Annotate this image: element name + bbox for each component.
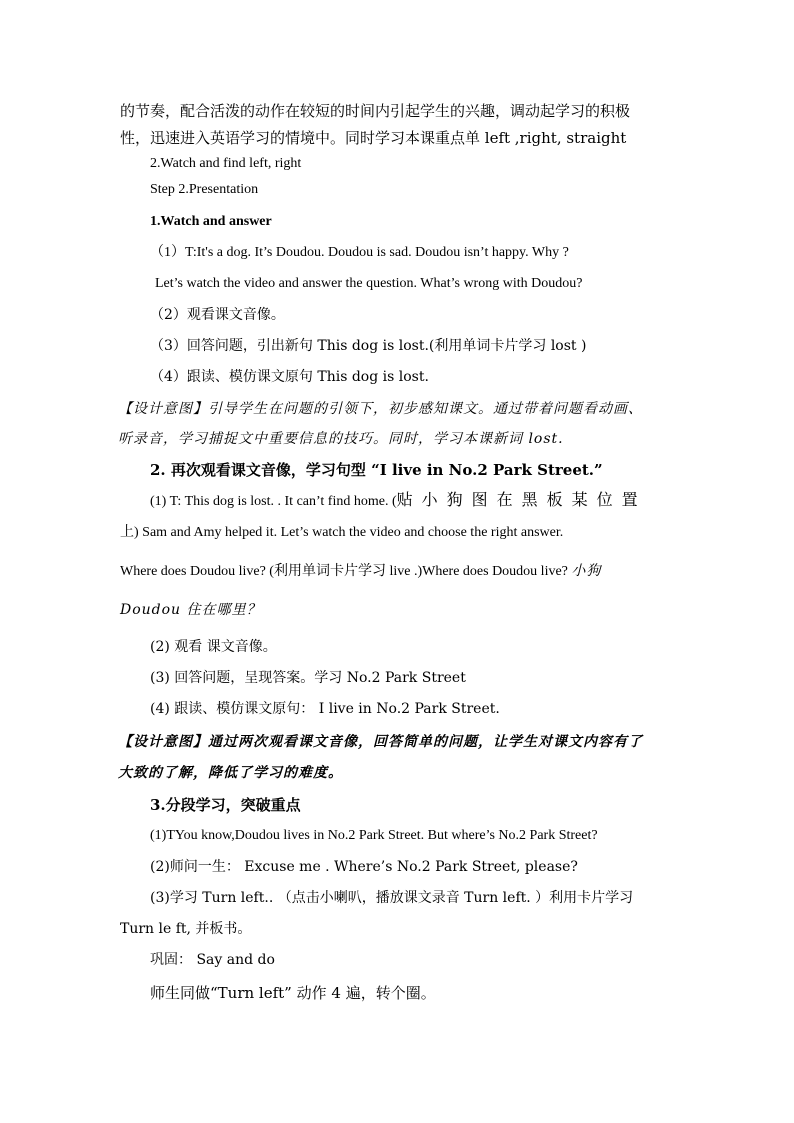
step-line: 2.Watch and find left, right: [150, 156, 302, 171]
activity-line: 上) Sam and Amy helped it. Let’s watch the video and choose the right answer.: [120, 525, 564, 540]
activity-line: （2）观看课文音像。: [150, 307, 285, 323]
activity-line: (1)TYou know,Doudou lives in No.2 Park Street. But where’s No.2 Park Street?: [150, 828, 598, 843]
activity-text: (1) T: This dog is lost. . It can’t find home. (: [150, 494, 397, 509]
design-intent-line: 【设计意图】引导学生在问题的引领下，初步感知课文。通过带着问题看动画、: [118, 401, 643, 417]
activity-text-cn: 小狗: [571, 563, 602, 579]
activity-line: (2) 观看 课文音像。: [150, 639, 277, 655]
activity-text-cn: 贴小狗图在黑板某位置: [396, 492, 647, 509]
activity-line: (3) 回答问题，呈现答案。学习 No.2 Park Street: [150, 670, 466, 686]
section-heading: 1.Watch and answer: [150, 214, 272, 229]
activity-line: Doudou 住在哪里？: [120, 602, 262, 618]
activity-text: Where does Doudou live? (利用单词卡片学习 live .)Where does Doudou live?: [120, 564, 568, 579]
section-heading: 2. 再次观看课文音像，学习句型 “I live in No.2 Park Street.”: [150, 461, 603, 479]
step-heading: Step 2.Presentation: [150, 182, 259, 197]
question-line: Let’s watch the video and answer the question. What’s wrong with Doudou?: [155, 276, 583, 291]
paragraph-line: 性，迅速进入英语学习的情境中。同时学习本课重点单 left ,right, straight: [120, 129, 627, 147]
activity-line: 巩固： Say and do: [150, 952, 275, 968]
design-intent-line: 【设计意图】通过两次观看课文音像，回答简单的问题，让学生对课文内容有了: [118, 734, 643, 750]
paragraph-line: 的节奏，配合活泼的动作在较短的时间内引起学生的兴趣，调动起学习的积极: [120, 102, 631, 120]
activity-line: (2)师问一生： Excuse me . Where’s No.2 Park Street, please?: [150, 859, 578, 875]
section-heading: 3.分段学习，突破重点: [150, 796, 301, 814]
activity-line: (4) 跟读、模仿课文原句： I live in No.2 Park Street.: [150, 701, 500, 717]
activity-line: 师生同做“Turn left” 动作 4 遍，转个圈。: [150, 984, 436, 1002]
design-intent-line: 听录音，学习捕捉文中重要信息的技巧。同时，学习本课新词 lost.: [118, 431, 564, 447]
design-intent-line: 大致的了解，降低了学习的难度。: [118, 765, 343, 781]
activity-line: （3）回答问题，引出新句 This dog is lost.(利用单词卡片学习 lost ): [150, 338, 587, 354]
activity-line: (3)学习 Turn left.. （点击小喇叭，播放课文录音 Turn left. ）利用卡片学习: [150, 890, 634, 906]
activity-line: [150, 491, 647, 512]
question-line: （1）T:It's a dog. It’s Doudou. Doudou is sad. Doudou isn’t happy. Why ?: [150, 245, 569, 260]
activity-line: （4）跟读、模仿课文原句 This dog is lost.: [150, 369, 429, 385]
activity-line: [120, 561, 601, 582]
activity-line: Turn le ft, 并板书。: [120, 921, 252, 937]
